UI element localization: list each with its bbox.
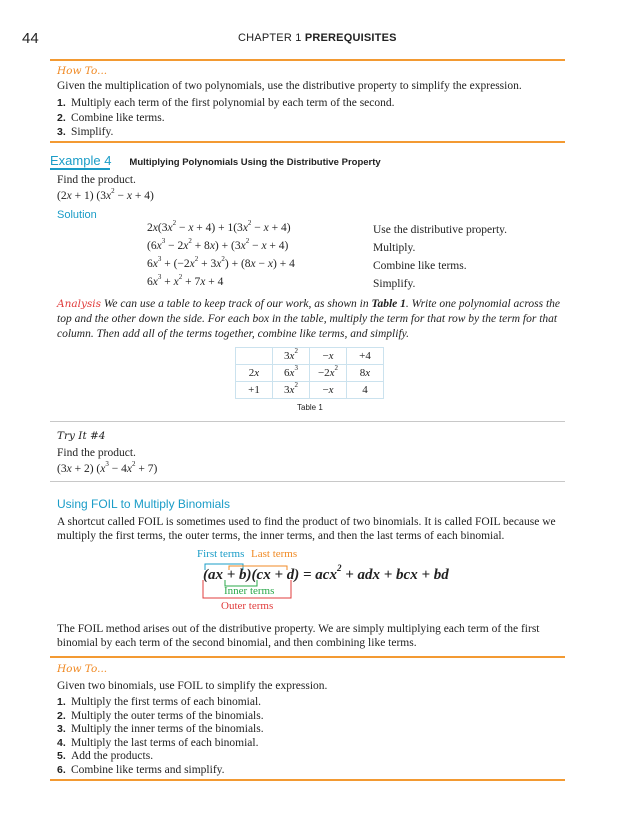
table-reference: Table 1 — [371, 298, 406, 310]
chapter-title: PREREQUISITES — [304, 32, 397, 44]
first-terms-label: First terms — [197, 548, 245, 560]
howto-steps — [57, 96, 395, 140]
chapter-label: CHAPTER 1 — [238, 32, 302, 44]
foil-outro: The FOIL method arises out of the distributive property. We are simply multiplying each term of the first binomial by each term of the second binomial, and then combining like terms. — [57, 623, 540, 649]
reason-3: Combine like terms. — [373, 260, 467, 272]
list-item: 2. Multiply the outer terms of the binomials. — [57, 709, 264, 722]
product-table — [235, 347, 384, 399]
tryit-top-rule — [50, 421, 565, 422]
example-description: Multiplying Polynomials Using the Distributive Property — [129, 157, 381, 168]
inner-terms-label: Inner terms — [224, 585, 275, 597]
example-rule — [50, 168, 110, 170]
howto-bottom-rule — [50, 141, 565, 143]
list-item: 6. Combine like terms and simplify. — [57, 763, 225, 776]
howto2-intro: Given two binomials, use FOIL to simplify the expression. — [57, 680, 328, 692]
howto2-label: How To... — [57, 663, 108, 675]
list-item: 5. Add the products. — [57, 750, 154, 762]
solution-step-3: $6x^3 + (-2x^2 + 3x^2) + (8x - x) + 4$ — [147, 255, 295, 270]
table-row: +1 $3x^2$ −x 4 — [236, 382, 384, 399]
page-number: 44 — [22, 30, 39, 47]
example-prompt: Find the product. — [57, 174, 136, 186]
list-item: 1. Multiply each term of the first polynomial by each term of the second. — [57, 97, 395, 109]
howto2-steps — [57, 696, 264, 777]
howto2-bottom-rule — [50, 779, 565, 781]
tryit-label: Try It #4 — [57, 430, 106, 442]
howto-label: How To... — [57, 65, 108, 77]
tryit-expression: (3x + 2) $(x^3 - 4x^2 + 7)$ — [57, 460, 158, 475]
solution-label: Solution — [57, 209, 97, 221]
example-header — [50, 152, 565, 168]
list-item: 2. Combine like terms. — [57, 111, 165, 124]
foil-intro: A shortcut called FOIL is sometimes used to find the product of two binomials. It is called FOIL because we multiply the first terms, the outer terms, the inner terms, and then the last terms of each binomial. — [57, 516, 556, 542]
reason-1: Use the distributive property. — [373, 224, 508, 236]
reason-4: Simplify. — [373, 278, 416, 290]
analysis-tag: Analysis — [57, 298, 102, 310]
solution-step-1: $2x(3x^2 - x + 4) + 1(3x^2 - x + 4)$ — [147, 219, 291, 234]
foil-equation: (ax + b)(cx + d) = acx$^2$ + adx + bcx + bd — [203, 563, 449, 583]
solution-step-2: $(6x^3 - 2x^2 + 8x) + (3x^2 - x + 4)$ — [147, 237, 289, 252]
solution-step-4: $6x^3 + x^2 + 7x + 4$ — [147, 273, 224, 288]
list-item: 3. Multiply the inner terms of the binomials. — [57, 723, 264, 735]
table-caption: Table 1 — [297, 403, 323, 412]
table-row: $3x^2$ −x +4 — [236, 348, 384, 365]
list-item: 1. Multiply the first terms of each binomial. — [57, 696, 262, 708]
analysis-paragraph: Analysis We can use a table to keep track of our work, as shown in Table 1. Write one polynomial across the top and the other down the side. For each box in the table, multiply the term for that row by the term for that column. Then add all of the terms together, combine like terms, and simplify. — [57, 298, 561, 340]
howto2-top-rule — [50, 656, 565, 658]
howto-intro: Given the multiplication of two polynomials, use the distributive property to simplify the expression. — [57, 80, 522, 92]
example-expression: (2x + 1) $(3x^2 - x + 4)$ — [57, 187, 154, 202]
tryit-bottom-rule — [50, 481, 565, 482]
tryit-prompt: Find the product. — [57, 447, 136, 459]
section-heading: Using FOIL to Multiply Binomials — [57, 497, 230, 511]
chapter-header — [238, 32, 397, 44]
reason-2: Multiply. — [373, 242, 416, 254]
example-title: Example 4 — [50, 153, 112, 168]
outer-terms-label: Outer terms — [221, 600, 274, 612]
table-row: 2x $6x^3$ $-2x^2$ 8x — [236, 365, 384, 382]
list-item: 4. Multiply the last terms of each binomial. — [57, 736, 259, 749]
howto-top-rule — [50, 59, 565, 61]
last-terms-label: Last terms — [251, 548, 298, 560]
list-item: 3. Simplify. — [57, 126, 114, 138]
